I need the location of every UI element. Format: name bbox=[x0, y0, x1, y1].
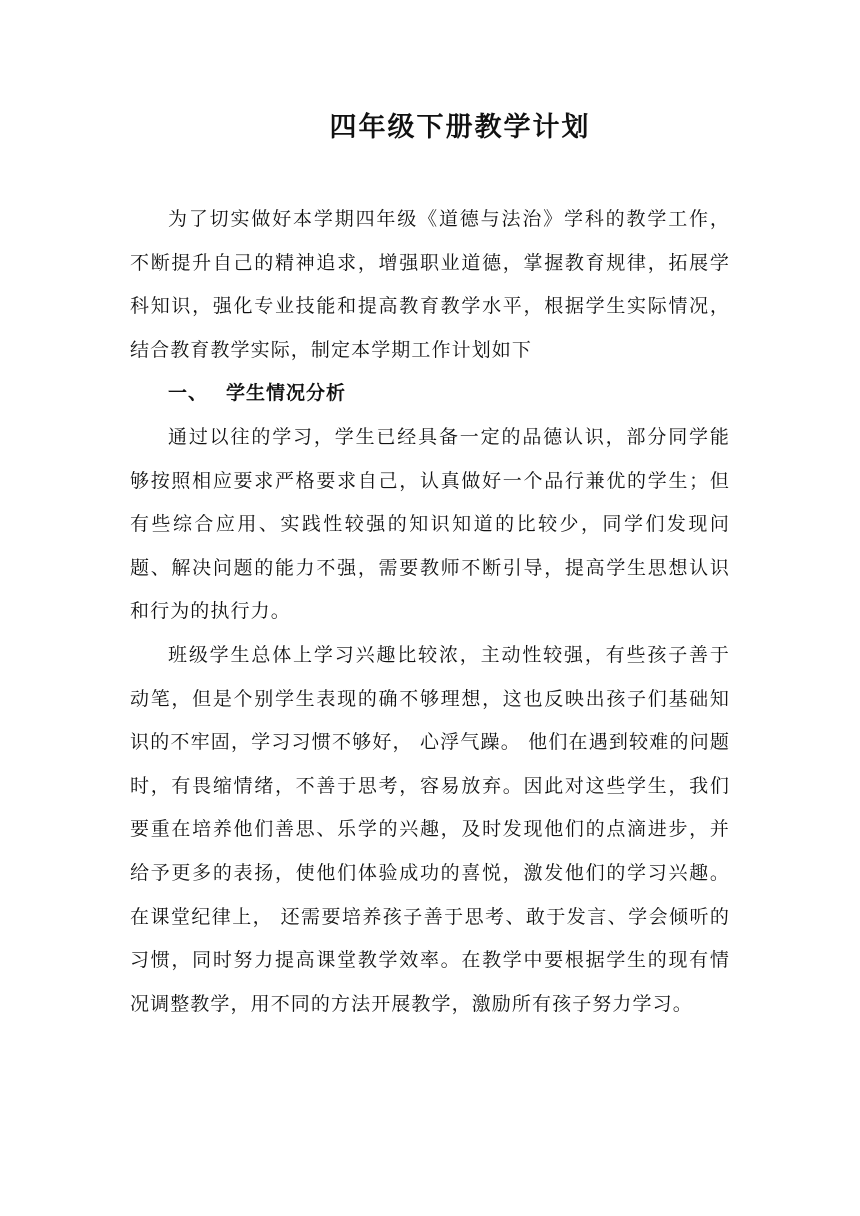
section-heading bbox=[130, 372, 730, 416]
section-paragraph: 班级学生总体上学习兴趣比较浓，主动性较强，有些孩子善于动笔，但是个别学生表现的确不够理想，这也反映出孩子们基础知识的不牢固，学习习惯不够好， 心浮气躁。 他们在遇到较难的问题时，有畏缩情绪，不善于思考，容易放弃。因此对这些学生，我们要重在培养他们善思、乐学的兴趣，及时发现他们的点滴进步，并给予更多的表扬，使他们体验成功的喜悦，激发他们的学习兴趣。 在课堂纪律上， 还需要培养孩子善于思考、敢于发言、学会倾听的习惯，同时努力提高课堂教学效率。在教学中要根据学生的现有情况调整教学，用不同的方法开展教学，激励所有孩子努力学习。 bbox=[130, 643, 730, 1015]
section-paragraph: 通过以往的学习，学生已经具备一定的品德认识，部分同学能够按照相应要求严格要求自己，认真做好一个品行兼优的学生；但有些综合应用、实践性较强的知识知道的比较少，同学们发现问题、解决问题的能力不强，需要教师不断引导，提高学生思想认识和行为的执行力。 bbox=[130, 425, 730, 623]
document-body bbox=[130, 198, 730, 1026]
section-heading-text: 学生情况分析 bbox=[226, 382, 347, 405]
document-title: 四年级下册教学计划 bbox=[329, 112, 591, 143]
intro-paragraph: 为了切实做好本学期四年级《道德与法治》学科的教学工作，不断提升自己的精神追求，增强职业道德，掌握教育规律，拓展学科知识，强化专业技能和提高教育教学水平，根据学生实际情况，结合教育教学实际，制定本学期工作计划如下 bbox=[130, 208, 730, 361]
section-number: 一、 bbox=[168, 382, 209, 405]
